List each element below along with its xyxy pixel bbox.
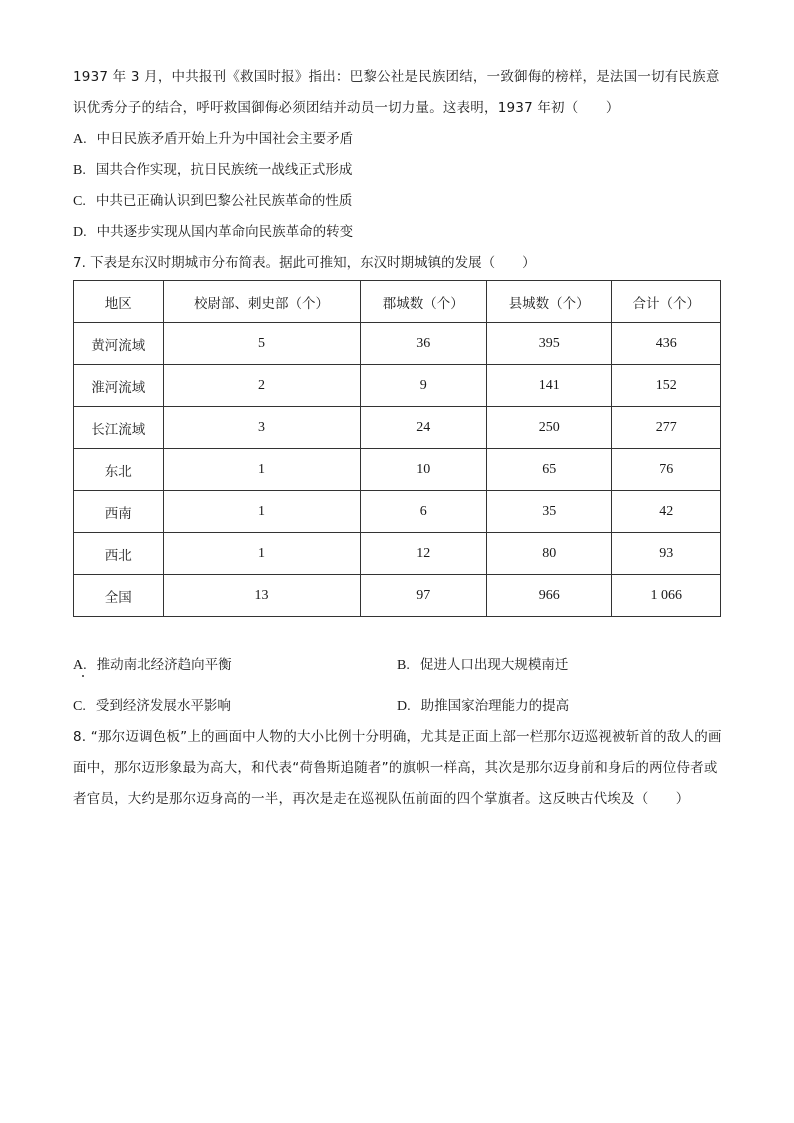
table-cell-region: 淮河流域 [74,365,164,407]
table-cell: 13 [163,575,360,617]
table-cell: 9 [360,365,486,407]
table-header-cell: 校尉部、刺史部（个） [163,281,360,323]
option-letter: B. [397,658,410,673]
table-row [74,407,721,449]
table-header-row [74,281,721,323]
q6-option-d[interactable] [73,222,353,243]
table-cell: 5 [163,323,360,365]
table-cell: 80 [486,533,611,575]
table-row [74,533,721,575]
table-cell: 436 [612,323,721,365]
table-row [74,491,721,533]
table-cell: 277 [612,407,721,449]
q6-option-c[interactable] [73,191,352,212]
option-text: 国共合作实现，抗日民族统一战线正式形成 [95,162,353,178]
option-text: 助推国家治理能力的提高 [420,698,570,714]
q7-option-a[interactable] [73,655,232,676]
table-cell: 65 [486,449,611,491]
option-text: 中共已正确认识到巴黎公社民族革命的性质 [95,193,353,209]
q7-option-d[interactable] [397,696,569,717]
table-cell: 76 [612,449,721,491]
option-text: 中共逐步实现从国内革命向民族革命的转变 [96,224,354,240]
q7-option-c[interactable] [73,696,231,717]
decorative-dot [82,675,84,677]
table-cell: 6 [360,491,486,533]
option-text: 推动南北经济趋向平衡 [96,657,232,673]
city-distribution-table [73,280,721,617]
q7-option-b[interactable] [397,655,568,676]
option-letter: D. [397,699,411,714]
q6-option-a[interactable] [73,129,353,150]
q7-stem: 7. 下表是东汉时期城市分布简表。据此可推知，东汉时期城镇的发展（ ） [73,255,536,271]
table-cell: 1 066 [612,575,721,617]
table-cell: 1 [163,491,360,533]
option-letter: B. [73,163,86,178]
option-letter: D. [73,225,87,240]
q6-option-b[interactable] [73,160,352,181]
table-header-cell: 县城数（个） [486,281,611,323]
table-cell-region: 黄河流域 [74,323,164,365]
option-text: 受到经济发展水平影响 [95,698,231,714]
table-cell: 3 [163,407,360,449]
option-text: 促进人口出现大规模南迁 [419,657,569,673]
table-cell: 93 [612,533,721,575]
table-cell: 1 [163,533,360,575]
table-cell: 35 [486,491,611,533]
option-letter: C. [73,194,86,209]
table-row [74,575,721,617]
table-cell: 10 [360,449,486,491]
q6-stem: 1937 年 3 月，中共报刊《救国时报》指出：巴黎公社是民族团结，一致御侮的榜样，是法国一切有民族意识优秀分子的结合，呼吁救国御侮必须团结并动员一切力量。这表明，1937 年初（ ） [73,69,720,116]
table-row [74,365,721,407]
table-cell-region: 西北 [74,533,164,575]
table-cell-region: 西南 [74,491,164,533]
table-cell: 1 [163,449,360,491]
table-cell: 141 [486,365,611,407]
table-header-cell: 郡城数（个） [360,281,486,323]
table-row [74,449,721,491]
table-cell-region: 全国 [74,575,164,617]
table-header-cell: 地区 [74,281,164,323]
table-cell-region: 长江流域 [74,407,164,449]
table-cell: 36 [360,323,486,365]
option-letter: A. [73,658,87,673]
table-cell: 966 [486,575,611,617]
table-row [74,323,721,365]
table-cell-region: 东北 [74,449,164,491]
table-cell: 97 [360,575,486,617]
table-cell: 395 [486,323,611,365]
option-letter: C. [73,699,86,714]
table-cell: 250 [486,407,611,449]
table-cell: 2 [163,365,360,407]
table-cell: 152 [612,365,721,407]
table-cell: 42 [612,491,721,533]
table-cell: 24 [360,407,486,449]
option-text: 中日民族矛盾开始上升为中国社会主要矛盾 [96,131,354,147]
q8-stem: 8. “那尔迈调色板”上的画面中人物的大小比例十分明确，尤其是正面上部一栏那尔迈巡视被斩首的敌人的画面中，那尔迈形象最为高大，和代表“荷鲁斯追随者”的旗帜一样高，其次是那尔迈身前和身后的两位侍者或者官员，大约是那尔迈身高的一半，再次是走在巡视队伍前面的四个掌旗者。这反映古代埃及（ ） [73,729,722,807]
table-cell: 12 [360,533,486,575]
table-header-cell: 合计（个） [612,281,721,323]
option-letter: A. [73,132,87,147]
